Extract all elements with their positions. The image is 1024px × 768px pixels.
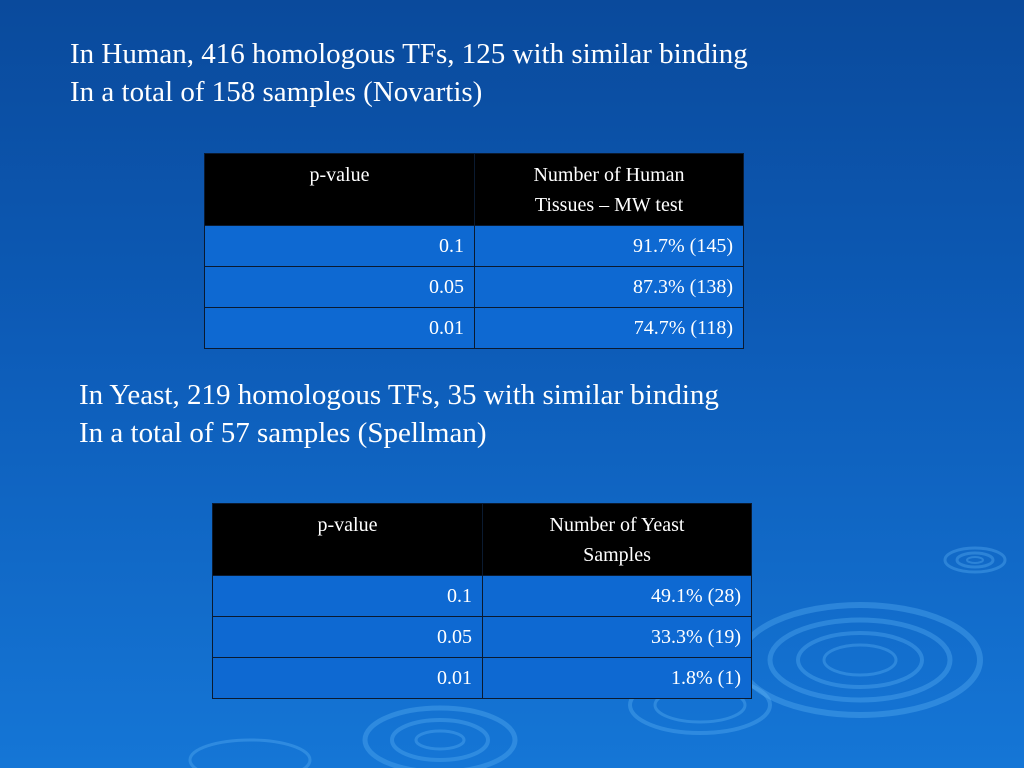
table-row (205, 308, 744, 349)
human-results-table (204, 153, 744, 349)
yeast-summary-line-1: In Yeast, 219 homologous TFs, 35 with similar binding (79, 379, 719, 411)
yeast-results-table (212, 503, 752, 699)
yeast-summary (79, 376, 719, 452)
human-tissues-header (475, 154, 744, 226)
human-summary-line-2: In a total of 158 samples (Novartis) (70, 76, 483, 108)
header-line: Number of Human (533, 164, 685, 186)
value-cell: 91.7% (145) (475, 226, 744, 267)
pvalue-cell: 0.1 (213, 576, 483, 617)
human-summary-line-1: In Human, 416 homologous TFs, 125 with similar binding (70, 38, 748, 70)
human-summary (70, 35, 748, 111)
table-row (205, 226, 744, 267)
table-header-row (205, 154, 744, 226)
yeast-samples-header (483, 504, 752, 576)
pvalue-cell: 0.05 (205, 267, 475, 308)
table-row (213, 658, 752, 699)
value-cell: 74.7% (118) (475, 308, 744, 349)
header-line: Samples (583, 544, 651, 566)
header-line: Number of Yeast (549, 514, 685, 536)
value-cell: 49.1% (28) (483, 576, 752, 617)
value-cell: 87.3% (138) (475, 267, 744, 308)
pvalue-cell: 0.1 (205, 226, 475, 267)
table-row (213, 617, 752, 658)
pvalue-header: p-value (205, 154, 475, 226)
header-line: Tissues – MW test (534, 194, 684, 216)
table-row (205, 267, 744, 308)
pvalue-cell: 0.01 (205, 308, 475, 349)
pvalue-cell: 0.01 (213, 658, 483, 699)
value-cell: 33.3% (19) (483, 617, 752, 658)
yeast-summary-line-2: In a total of 57 samples (Spellman) (79, 417, 487, 449)
pvalue-cell: 0.05 (213, 617, 483, 658)
table-header-row (213, 504, 752, 576)
value-cell: 1.8% (1) (483, 658, 752, 699)
table-row (213, 576, 752, 617)
pvalue-header: p-value (213, 504, 483, 576)
